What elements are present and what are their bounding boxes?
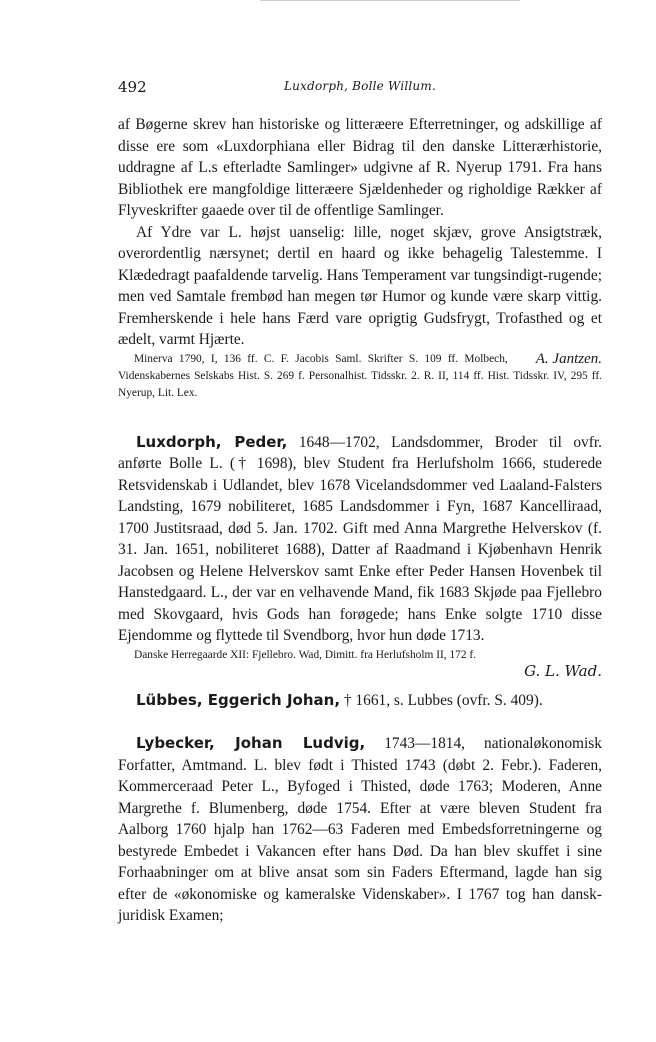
entry4-paragraph	[118, 733, 602, 927]
entry4-body: 1743—1814, nationaløkonomisk Forfatter, Amtmand. L. blev født i Thisted 1743 (døbt 2. Febr.). Faderen, Kommerceraad Peter L., Byfoged i Thisted, døde 1763; Moderen, Anne Margrethe f. Blumenberg, døde 1754. Efter at være bleven Student fra Aalborg 1760 hjalp han 1762—63 Faderen med Embedsforretningerne og bestyrede Embedet i Vakancen efter hans Død. Da han blev skuffet i sine Forhaabninger om at blive ansat som sin Faders Eftermand, lagde han sig efter de «økonomiske og kameralske Videnskaber». I 1767 tog han dansk-juridisk Examen;	[118, 735, 602, 924]
entry1-paragraph-2: Af Ydre var L. højst uanselig: lille, noget skjæv, grove Ansigtstræk, overordentlig nærsynet; dertil en haard og ikke behagelig Talestemme. I Klædedragt paafaldende tarvelig. Hans Temperament var tungsindigt-rugende; men ved Samtale frembød han megen tør Humor og kunde være skarp vittig. Fremherskende i hele hans Færd vare oprigtig Gudsfrygt, Trofasthed og et ædelt, varmt Hjærte.	[118, 223, 602, 348]
entry2-paragraph	[118, 432, 602, 647]
page-number: 492	[118, 78, 147, 96]
entry4-headword: Lybecker, Johan Ludvig,	[136, 734, 366, 752]
page	[118, 78, 602, 927]
entry1-sources-text: Minerva 1790, I, 136 ff. C. F. Jacobis Saml. Skrifter S. 109 ff. Molbech, Videnskabernes Selskabs Hist. S. 269 f. Personalhist. Tidsskr. 2. R. II, 114 ff. Hist. Tidsskr. IV, 295 ff. Nyerup, Lit. Lex.	[118, 352, 602, 399]
entry-lubbes	[118, 690, 602, 712]
running-head: Luxdorph, Bolle Willum.	[284, 79, 436, 93]
entry2-body: 1648—1702, Landsdommer, Broder til ovfr. anførte Bolle L. († 1698), blev Student fra Herlufsholm 1666, studerede Retsvidenskab i Udlandet, blev 1678 Vicelandsdommer ved Laaland-Falsters Landsting, 1679 nobiliteret, 1685 Landsdommer i Fyn, 1687 Kancelliraad, 1700 Justitsraad, død 5. Jan. 1702. Gift med Anna Margrethe Helverskov (f. 31. Jan. 1651, nobiliteret 1688), Datter af Raadmand i Kjøbenhavn Henrik Jacobsen og Helene Helverskov samt Enke efter Peder Hansen Hovenbek til Hanstedgaard. L., der var en velhavende Mand, fik 1683 Skjøde paa Fjellebro med Skovgaard, hvis Gods han forøgede; hans Enke solgte 1710 disse Ejendomme og flyttede til Svendborg, hvor hun døde 1713.	[118, 433, 602, 644]
entry-lybecker	[118, 733, 602, 927]
entry1-sources	[118, 351, 602, 402]
entry1-paragraph-1: af Bøgerne skrev han historiske og litteræere Efterretninger, og adskillige af disse ere som «Luxdorphiana eller Bidrag til den danske Litterærhistorie, uddragne af L.s efterladte Samlinger» udgivne af R. Nyerup 1791. Fra hans Bibliothek ere mangfoldige litteræere Sjældenheder og righoldige Rækker af Flyveskrifter gaaede over til de offentlige Samlinger.	[118, 116, 602, 219]
entry3-headword: Lübbes, Eggerich Johan,	[136, 690, 341, 709]
entry2-signature: G. L. Wad.	[524, 661, 602, 680]
entry2-sources: Danske Herregaarde XII: Fjellebro. Wad, Dimitt. fra Herlufsholm II, 172 f.	[134, 648, 477, 661]
page-header	[118, 78, 602, 102]
entry3-paragraph	[118, 690, 602, 712]
entry2-headword: Luxdorph, Peder,	[136, 432, 288, 451]
entry-bolle-luxdorph-continued	[118, 114, 602, 402]
entry3-body: † 1661, s. Lubbes (ovfr. S. 409).	[343, 691, 543, 709]
entry-peder-luxdorph	[118, 432, 602, 680]
top-edge-rule	[260, 0, 520, 1]
entry1-signature: A. Jantzen.	[535, 350, 602, 367]
